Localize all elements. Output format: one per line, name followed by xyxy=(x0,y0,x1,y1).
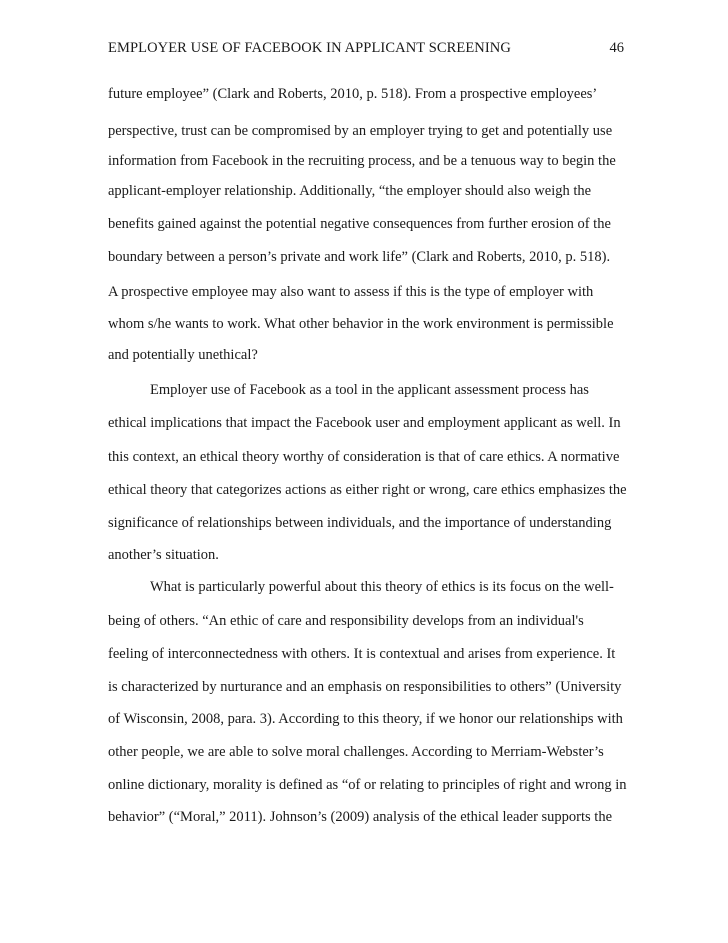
body-line-12: this context, an ethical theory worthy of consideration is that of care ethics. A normative xyxy=(108,449,620,465)
body-line-6: boundary between a person’s private and work life” (Clark and Roberts, 2010, p. 518). xyxy=(108,249,611,265)
body-line-5: benefits gained against the potential negative consequences from further erosion of the xyxy=(108,216,611,232)
body-line-17: being of others. “An ethic of care and responsibility develops from an individual's xyxy=(108,613,584,629)
body-line-10: Employer use of Facebook as a tool in the applicant assessment process has xyxy=(150,382,589,398)
body-line-20: of Wisconsin, 2008, para. 3). According to this theory, if we honor our relationships with xyxy=(108,711,623,727)
body-line-11: ethical implications that impact the Facebook user and employment applicant as well. In xyxy=(108,415,621,431)
body-line-18: feeling of interconnectedness with others. It is contextual and arises from experience. It xyxy=(108,646,616,662)
body-line-8: whom s/he wants to work. What other behavior in the work environment is permissible xyxy=(108,316,614,332)
body-line-7: A prospective employee may also want to assess if this is the type of employer with xyxy=(108,284,594,300)
body-line-16: What is particularly powerful about this theory of ethics is its focus on the well- xyxy=(150,579,614,595)
body-line-14: significance of relationships between individuals, and the importance of understanding xyxy=(108,515,612,531)
body-line-21: other people, we are able to solve moral challenges. According to Merriam-Webster’s xyxy=(108,744,604,760)
body-line-3: information from Facebook in the recruiting process, and be a tenuous way to begin the xyxy=(108,153,616,169)
body-line-13: ethical theory that categorizes actions as either right or wrong, care ethics emphasizes the xyxy=(108,482,627,498)
body-line-1: future employee” (Clark and Roberts, 2010, p. 518). From a prospective employees’ xyxy=(108,86,598,102)
body-line-9: and potentially unethical? xyxy=(108,347,258,363)
running-head: EMPLOYER USE OF FACEBOOK IN APPLICANT SCREENING xyxy=(108,40,511,56)
body-line-19: is characterized by nurturance and an emphasis on responsibilities to others” (University xyxy=(108,679,622,695)
body-line-23: behavior” (“Moral,” 2011). Johnson’s (2009) analysis of the ethical leader supports the xyxy=(108,809,613,825)
body-line-2: perspective, trust can be compromised by an employer trying to get and potentially use xyxy=(108,123,613,139)
body-line-4: applicant-employer relationship. Additionally, “the employer should also weigh the xyxy=(108,183,592,199)
body-line-15: another’s situation. xyxy=(108,547,219,563)
page-number: 46 xyxy=(609,40,624,56)
body-line-22: online dictionary, morality is defined as “of or relating to principles of right and wrong in xyxy=(108,777,627,793)
